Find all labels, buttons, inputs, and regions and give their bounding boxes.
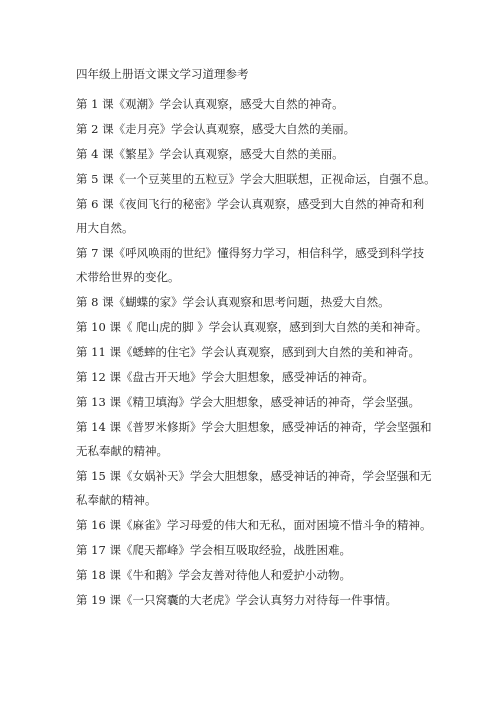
lesson-item: 第 1 课《观潮》学会认真观察，感受大自然的神奇。 bbox=[76, 97, 344, 111]
document-title: 四年级上册语文课文学习道理参考 bbox=[76, 67, 249, 81]
lesson-item: 第 11 课《蟋蟀的住宅》学会认真观察，感到到大自然的美和神奇。 bbox=[76, 345, 420, 359]
lesson-item: 第 6 课《夜间飞行的秘密》学会认真观察，感受到大自然的神奇和利用大自然。 bbox=[76, 197, 425, 235]
lesson-item: 第 4 课《繁星》学会认真观察，感受大自然的美丽。 bbox=[76, 147, 344, 161]
lesson-item: 第 18 课《牛和鹅》学会友善对待他人和爱护小动物。 bbox=[76, 568, 351, 582]
lesson-item: 第 14 课《普罗米修斯》学会大胆想象，感受神话的神奇，学会坚强和无私奉献的精神。 bbox=[76, 420, 432, 458]
lesson-item: 第 2 课《走月亮》学会认真观察，感受大自然的美丽。 bbox=[76, 122, 356, 136]
lesson-item: 第 10 课《 爬山虎的脚 》学会认真观察，感到到大自然的美和神奇。 bbox=[76, 320, 428, 334]
lesson-item: 第 13 课《精卫填海》学会大胆想象，感受神话的神奇，学会坚强。 bbox=[76, 395, 420, 409]
lesson-item: 第 17 课《爬天都峰》学会相互吸取经验，战胜困难。 bbox=[76, 543, 351, 557]
lesson-item: 第 19 课《一只窝囊的大老虎》学会认真努力对待每一件事情。 bbox=[76, 593, 397, 607]
lesson-item: 第 15 课《女娲补天》学会大胆想象，感受神话的神奇，学会坚强和无私奉献的精神。 bbox=[76, 469, 432, 507]
lesson-item: 第 8 课《蝴蝶的家》学会认真观察和思考问题，热爱大自然。 bbox=[76, 295, 390, 309]
lesson-item: 第 12 课《盘古开天地》学会大胆想象，感受神话的神奇。 bbox=[76, 370, 374, 384]
lesson-item: 第 16 课《麻雀》学习母爱的伟大和无私，面对困境不惜斗争的精神。 bbox=[76, 518, 432, 532]
lesson-item: 第 7 课《呼风唤雨的世纪》懂得努力学习，相信科学，感受到科学技术带给世界的变化。 bbox=[76, 246, 425, 284]
lesson-item: 第 5 课《一个豆荚里的五粒豆》学会大胆联想，正视命运，自强不息。 bbox=[76, 172, 436, 186]
